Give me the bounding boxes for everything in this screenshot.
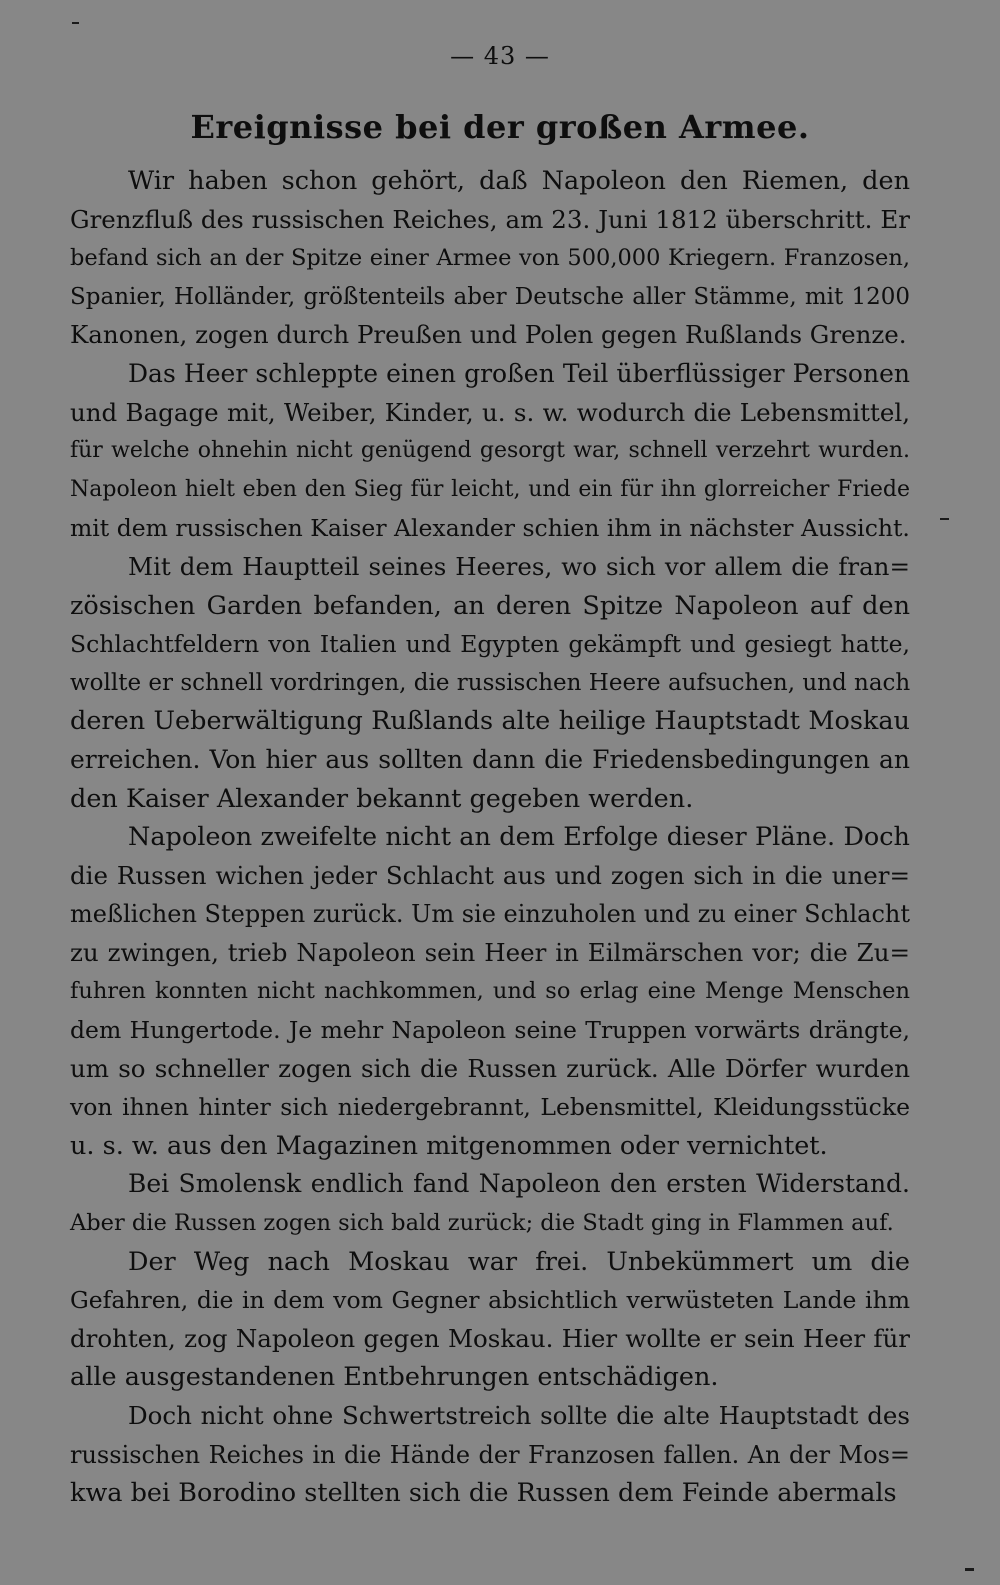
text-line: zösischen Garden befanden, an deren Spitze Napoleon auf den xyxy=(70,590,910,621)
text-line: Napoleon zweifelte nicht an dem Erfolge dieser Pläne. Doch xyxy=(128,822,910,853)
ink-speck xyxy=(72,22,79,24)
text-line: alle ausgestandenen Entbehrungen entschädigen. xyxy=(70,1362,719,1393)
text-line: zu zwingen, trieb Napoleon sein Heer in Eilmärschen vor; die Zu= xyxy=(70,937,910,967)
ink-speck xyxy=(965,1568,974,1571)
text-line: Das Heer schleppte einen großen Teil überflüssiger Personen xyxy=(128,358,910,388)
paragraph xyxy=(70,1397,910,1513)
paragraph xyxy=(70,355,910,548)
text-line: die Russen wichen jeder Schlacht aus und zogen sich in die uner= xyxy=(70,860,910,890)
text-line: Bei Smolensk endlich fand Napoleon den ersten Widerstand. xyxy=(128,1169,910,1199)
text-line: Schlachtfeldern von Italien und Egypten gekämpft und gesiegt hatte, xyxy=(70,630,910,659)
body-text xyxy=(70,162,910,1513)
text-line: befand sich an der Spitze einer Armee von 500,000 Kriegern. Franzosen, xyxy=(70,245,910,272)
text-line: Wir haben schon gehört, daß Napoleon den Riemen, den xyxy=(128,166,910,196)
text-line: Doch nicht ohne Schwertstreich sollte die alte Hauptstadt des xyxy=(128,1401,910,1430)
text-line: von ihnen hinter sich niedergebrannt, Lebensmittel, Kleidungsstücke xyxy=(70,1093,910,1122)
text-line: Mit dem Hauptteil seines Heeres, wo sich vor allem die fran= xyxy=(128,551,910,581)
text-line: russischen Reiches in die Hände der Franzosen fallen. An der Mos= xyxy=(70,1440,910,1469)
text-line: Der Weg nach Moskau war frei. Unbekümmert um die xyxy=(128,1246,910,1277)
text-line: Grenzfluß des russischen Reiches, am 23. Juni 1812 überschritt. Er xyxy=(70,204,910,234)
paragraph xyxy=(70,1243,910,1397)
text-line: u. s. w. aus den Magazinen mitgenommen oder vernichtet. xyxy=(70,1130,828,1161)
text-line: dem Hungertode. Je mehr Napoleon seine Truppen vorwärts drängte, xyxy=(70,1016,910,1045)
paragraph xyxy=(70,818,910,1165)
text-line: meßlichen Steppen zurück. Um sie einzuholen und zu einer Schlacht xyxy=(70,900,910,929)
text-line: Aber die Russen zogen sich bald zurück; die Stadt ging in Flammen auf. xyxy=(70,1210,894,1237)
text-line: Gefahren, die in dem vom Gegner absichtlich verwüsteten Lande ihm xyxy=(70,1286,910,1315)
text-line: mit dem russischen Kaiser Alexander schien ihm in nächster Aussicht. xyxy=(70,514,910,543)
text-line: Kanonen, zogen durch Preußen und Polen gegen Rußlands Grenze. xyxy=(70,320,907,350)
text-line: deren Ueberwältigung Rußlands alte heilige Hauptstadt Moskau xyxy=(70,706,910,737)
text-line: drohten, zog Napoleon gegen Moskau. Hier wollte er sein Heer für xyxy=(70,1323,910,1353)
chapter-heading: Ereignisse bei der großen Armee. xyxy=(190,108,810,146)
text-line: um so schneller zogen sich die Russen zurück. Alle Dörfer wurden xyxy=(70,1053,910,1083)
text-line: für welche ohnehin nicht genügend gesorgt war, schnell verzehrt wurden. xyxy=(70,438,910,464)
text-line: Spanier, Holländer, größtenteils aber Deutsche aller Stämme, mit 1200 xyxy=(70,283,910,310)
text-line: wollte er schnell vordringen, die russischen Heere aufsuchen, und nach xyxy=(70,669,911,696)
ink-speck xyxy=(940,518,949,520)
paragraph xyxy=(70,162,910,355)
text-line: fuhren konnten nicht nachkommen, und so erlag eine Menge Menschen xyxy=(70,978,910,1005)
text-line: erreichen. Von hier aus sollten dann die Friedensbedingungen an xyxy=(70,744,910,774)
text-line: Napoleon hielt eben den Sieg für leicht, und ein für ihn glorreicher Friede xyxy=(70,476,910,502)
text-line: und Bagage mit, Weiber, Kinder, u. s. w. wodurch die Lebensmittel, xyxy=(70,397,910,427)
paragraph xyxy=(70,1165,910,1242)
text-line: den Kaiser Alexander bekannt gegeben werden. xyxy=(70,783,694,814)
page-number: — 43 — xyxy=(450,42,550,70)
text-line: kwa bei Borodino stellten sich die Russen dem Feinde abermals xyxy=(70,1478,897,1509)
paragraph xyxy=(70,548,910,818)
